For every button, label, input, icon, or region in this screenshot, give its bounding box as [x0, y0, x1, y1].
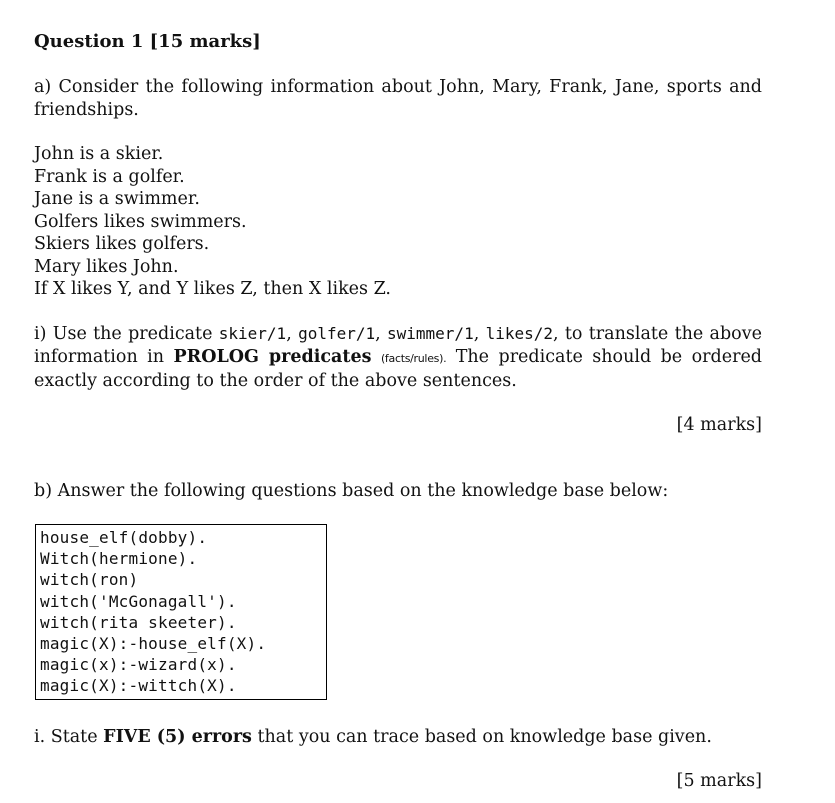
fact-line: If X likes Y, and Y likes Z, then X likes Z. [34, 279, 391, 299]
predicate-likes: likes/2 [485, 324, 554, 343]
task-text: , [473, 324, 486, 344]
five-errors-bold: FIVE (5) errors [103, 727, 252, 747]
part-a-marks: [4 marks] [676, 415, 762, 435]
fact-line: Skiers likes golfers. [34, 234, 210, 254]
part-b-task-i [34, 726, 712, 749]
code-line: magic(x):-wizard(x). [40, 655, 237, 675]
task-text: The predicate should be ordered exactly according to the order of the above sentences. [34, 346, 763, 391]
code-line: Witch(hermione). [40, 549, 198, 569]
question-title: Question 1 [15 marks] [34, 31, 261, 52]
task-text: that you can trace based on knowledge base given. [251, 727, 712, 747]
facts-rules-note: (facts/rules). [380, 351, 447, 365]
task-text: i) Use the predicate [34, 324, 219, 344]
code-line: witch(ron) [40, 570, 139, 590]
fact-line: Golfers likes swimmers. [34, 211, 247, 232]
part-a-intro: a) Consider the following information about John, Mary, Frank, Jane, sports and friendships. [34, 77, 762, 120]
task-text: i. State [34, 727, 104, 747]
code-line: witch('McGonagall'). [40, 591, 237, 611]
part-a-task-i [34, 323, 762, 393]
part-b-intro: b) Answer the following questions based on the knowledge base below: [34, 481, 669, 501]
predicate-swimmer: swimmer/1 [387, 324, 474, 343]
fact-line: Mary likes John. [34, 256, 179, 277]
code-line: magic(X):-wittch(X). [40, 676, 237, 696]
code-line: witch(rita skeeter). [40, 612, 237, 632]
knowledge-base-box [35, 524, 327, 700]
fact-line: Frank is a golfer. [34, 166, 185, 187]
code-line: magic(X):-house_elf(X). [40, 634, 267, 654]
task-text: , [286, 324, 299, 344]
part-b-marks: [5 marks] [676, 771, 762, 791]
predicate-skier: skier/1 [218, 324, 287, 343]
code-line: house_elf(dobby). [40, 528, 208, 547]
task-text: , [375, 324, 387, 344]
predicate-golfer: golfer/1 [298, 324, 376, 343]
fact-line: John is a skier. [34, 144, 164, 164]
task-text: , to translate the above information in [34, 324, 762, 367]
prolog-predicates-bold: PROLOG predicates [173, 346, 372, 367]
fact-line: Jane is a swimmer. [34, 189, 200, 209]
